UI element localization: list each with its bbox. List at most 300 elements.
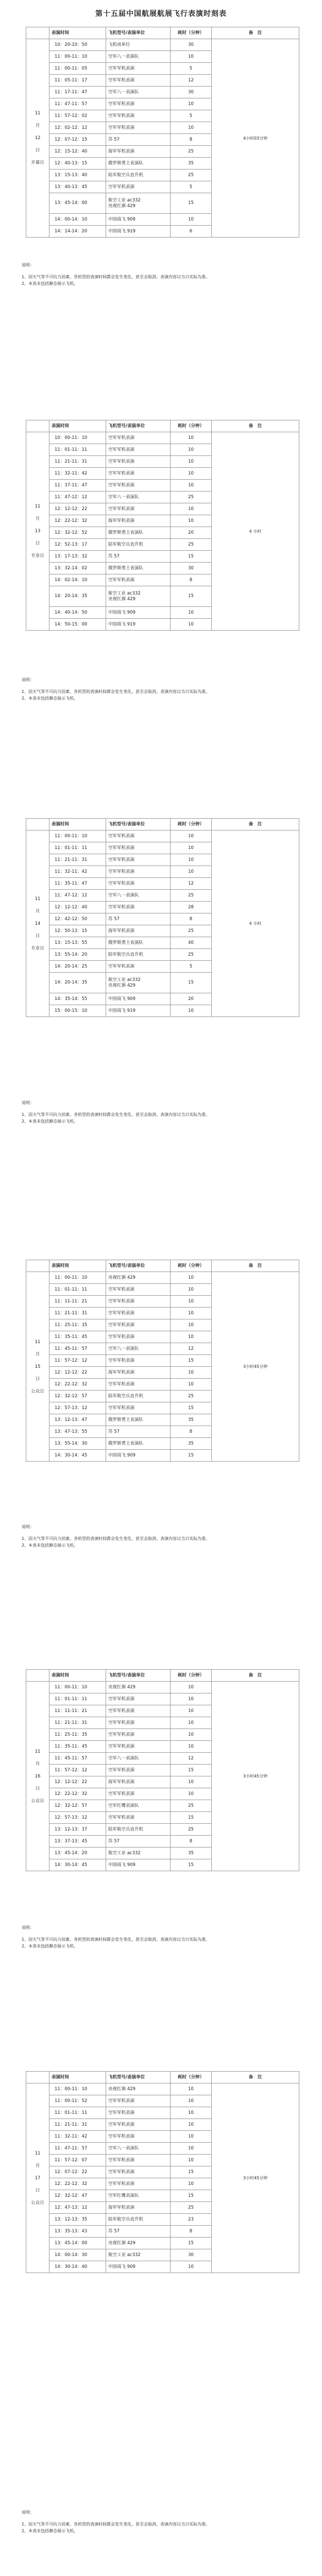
notes-line2: 2、本表未包括静态展示飞机。 — [22, 2529, 78, 2533]
unit-cell: 俄罗斯勇士表演队 — [106, 158, 171, 170]
notes-line2: 2、本表未包括静态展示飞机。 — [22, 1119, 78, 1124]
time-cell: 11：45-11：57 — [49, 1343, 106, 1355]
time-cell: 13：47-13：55 — [49, 1426, 106, 1438]
time-cell: 11：37-11：47 — [49, 480, 106, 492]
duration-cell: 25 — [171, 539, 212, 551]
notes-heading: 说明： — [22, 1100, 34, 1105]
duration-cell: 25 — [171, 170, 212, 181]
time-cell: 11：47-11：57 — [49, 2143, 106, 2155]
unit-cell: 央视红旗 429 — [106, 1682, 171, 1693]
unit-cell: 苏 57 — [106, 551, 171, 563]
notes-heading: 说明： — [22, 1925, 34, 1930]
table-row — [26, 432, 299, 444]
unit-cell: 中国商飞 909 — [106, 214, 171, 226]
schedule-table-day-1 — [26, 27, 299, 238]
duration-cell: 15 — [171, 1812, 212, 1824]
duration-cell: 15 — [171, 193, 212, 214]
unit-cell: 苏 57 — [106, 1836, 171, 1848]
time-cell: 13：32-14：02 — [49, 563, 106, 574]
duration-header: 耗时（分钟） — [171, 420, 212, 432]
unit-cell: 空军军机表演 — [106, 181, 171, 193]
time-cell: 11：21-11：31 — [49, 1717, 106, 1729]
duration-cell: 15 — [171, 2166, 212, 2178]
unit-cell: 航空工业 ac332 — [106, 2249, 171, 2261]
notes-block — [22, 2509, 300, 2534]
date-cell: 11 月 12 日 开幕日 — [26, 39, 49, 238]
unit-cell: 空军军机表演 — [106, 1812, 171, 1824]
time-cell: 12：12-12：22 — [49, 503, 106, 515]
time-cell: 13：55-14：30 — [49, 1438, 106, 1450]
duration-cell: 10 — [171, 1272, 212, 1284]
time-cell: 12：52-13：17 — [49, 539, 106, 551]
unit-cell: 俄罗斯勇士表演队 — [106, 1414, 171, 1426]
table-row — [26, 1682, 299, 1693]
duration-cell: 10 — [171, 214, 212, 226]
time-cell: 12：47-13：12 — [49, 2202, 106, 2214]
remark-cell: 3小时45分钟 — [212, 1272, 299, 1462]
duration-header: 耗时（分钟） — [171, 1670, 212, 1682]
duration-cell: 10 — [171, 1693, 212, 1705]
time-cell: 11：47-12：12 — [49, 890, 106, 902]
time-header: 表演时间 — [49, 819, 106, 831]
unit-header: 飞机型号/表演单位 — [106, 420, 171, 432]
time-cell: 11：00-11：52 — [49, 2095, 106, 2107]
unit-cell: 空军军机表演 — [106, 1705, 171, 1717]
unit-cell: 海军军机表演 — [106, 925, 171, 937]
unit-cell: 空军军机表演 — [106, 1331, 171, 1343]
duration-cell: 10 — [171, 456, 212, 468]
duration-cell: 12 — [171, 1343, 212, 1355]
unit-cell: 陆军航空兵直升机 — [106, 1391, 171, 1402]
unit-cell: 空军军机表演 — [106, 574, 171, 586]
time-cell: 11：47-11：57 — [49, 98, 106, 110]
date-cell: 11 月 14 日 专业日 — [26, 831, 49, 1017]
time-cell: 11：11-11：21 — [49, 1705, 106, 1717]
duration-cell: 25 — [171, 949, 212, 961]
unit-cell: 空军八一表演队 — [106, 87, 171, 98]
unit-cell: 空军军机表演 — [106, 961, 171, 973]
unit-cell: 空军军机表演 — [106, 122, 171, 134]
time-cell: 14：20-14：35 — [49, 586, 106, 607]
duration-cell: 10 — [171, 2083, 212, 2095]
time-cell: 13：12-13：47 — [49, 1414, 106, 1426]
duration-cell: 10 — [171, 1776, 212, 1788]
schedule-table-day-5 — [26, 1669, 299, 1871]
time-cell: 14：20-14：25 — [49, 961, 106, 973]
time-header: 表演时间 — [49, 1670, 106, 1682]
duration-cell: 10 — [171, 2107, 212, 2119]
unit-cell: 空军军机表演 — [106, 2155, 171, 2166]
time-cell: 11：57-12：07 — [49, 2155, 106, 2166]
unit-cell: 俄罗斯勇士表演队 — [106, 527, 171, 539]
schedule-table-day-4 — [26, 1260, 299, 1462]
duration-cell: 20 — [171, 993, 212, 1005]
duration-cell: 10 — [171, 854, 212, 866]
duration-cell: 10 — [171, 432, 212, 444]
time-cell: 14：35-14：55 — [49, 993, 106, 1005]
unit-cell: 空军军机表演 — [106, 1308, 171, 1319]
time-cell: 11：21-11：31 — [49, 2119, 106, 2131]
time-cell: 13：12-13：35 — [49, 2214, 106, 2226]
duration-cell: 10 — [171, 515, 212, 527]
unit-cell: 陆军航空兵直升机 — [106, 1824, 171, 1836]
duration-cell: 10 — [171, 2155, 212, 2166]
unit-cell: 海军军机表演 — [106, 2202, 171, 2214]
time-cell: 11：17-11：47 — [49, 87, 106, 98]
duration-cell: 10 — [171, 122, 212, 134]
time-cell: 14：30-14：45 — [49, 1450, 106, 1462]
unit-cell: 海军军机表演 — [106, 146, 171, 158]
time-cell: 13：40-13：45 — [49, 181, 106, 193]
remark-cell: 4 小时 — [212, 432, 299, 631]
duration-cell: 12 — [171, 75, 212, 87]
time-cell: 11：00-11：10 — [49, 1682, 106, 1693]
time-cell: 11：00-11：10 — [49, 1272, 106, 1284]
unit-cell: 空军军机表演 — [106, 1284, 171, 1296]
time-cell: 12：12-12：40 — [49, 902, 106, 913]
duration-cell: 10 — [171, 503, 212, 515]
duration-cell: 15 — [171, 1859, 212, 1871]
remark-header: 备 注 — [212, 27, 299, 39]
remark-header: 备 注 — [212, 1670, 299, 1682]
unit-cell: 中国商飞 919 — [106, 226, 171, 238]
duration-cell: 10 — [171, 1705, 212, 1717]
time-cell: 12：57-13：12 — [49, 1812, 106, 1824]
time-cell: 11：25-11：35 — [49, 1319, 106, 1331]
duration-cell: 12 — [171, 878, 212, 890]
time-cell: 12：57-13：12 — [49, 1402, 106, 1414]
remark-header: 备 注 — [212, 819, 299, 831]
duration-cell: 10 — [171, 1741, 212, 1753]
duration-cell: 40 — [171, 937, 212, 949]
unit-cell: 空军军机表演 — [106, 878, 171, 890]
time-cell: 12：40-13：15 — [49, 158, 106, 170]
time-cell: 12：22-12：32 — [49, 1788, 106, 1800]
date-header-cell — [26, 1260, 49, 1272]
unit-cell: 空军军机表演 — [106, 444, 171, 456]
unit-cell: 空军军机表演 — [106, 110, 171, 122]
unit-cell: 空军军机表演 — [106, 2107, 171, 2119]
unit-cell: 空军军机表演 — [106, 98, 171, 110]
unit-cell: 央视红旗 429 — [106, 2083, 171, 2095]
unit-cell: 空军军机表演 — [106, 2131, 171, 2143]
time-cell: 10：00-11：10 — [49, 432, 106, 444]
unit-cell: 陆军航空兵直升机 — [106, 539, 171, 551]
unit-cell: 空军军机表演 — [106, 63, 171, 75]
notes-heading: 说明： — [22, 2510, 34, 2515]
duration-cell: 10 — [171, 1319, 212, 1331]
duration-cell: 10 — [171, 2143, 212, 2155]
duration-cell: 10 — [171, 1379, 212, 1391]
time-cell: 13：45-14：20 — [49, 1848, 106, 1859]
unit-cell: 中国商飞 919 — [106, 619, 171, 631]
duration-cell: 10 — [171, 1284, 212, 1296]
table-header-row — [26, 27, 299, 39]
table-header-row — [26, 819, 299, 831]
time-cell: 12：32-12：57 — [49, 1800, 106, 1812]
time-cell: 13：15-13：40 — [49, 170, 106, 181]
duration-header: 耗时（分钟） — [171, 27, 212, 39]
duration-cell: 25 — [171, 1391, 212, 1402]
duration-cell: 10 — [171, 1005, 212, 1017]
notes-heading: 说明： — [22, 677, 34, 682]
unit-cell: 空军军机表演 — [106, 1402, 171, 1414]
table-row — [26, 1272, 299, 1284]
notes-line1: 1、因天气等不可抗力因素、各机型的表演时间都会发生变化，甚至会取消，表演内容以当日实际为准。 — [22, 2522, 210, 2527]
unit-cell: 中国商飞 919 — [106, 1005, 171, 1017]
remark-cell: 3小时45分钟 — [212, 2083, 299, 2273]
unit-cell: 海军军机表演 — [106, 515, 171, 527]
duration-cell: 15 — [171, 551, 212, 563]
time-cell: 11：00-11：05 — [49, 63, 106, 75]
unit-cell: 苏 57 — [106, 2226, 171, 2238]
time-cell: 11：01-11：11 — [49, 2107, 106, 2119]
time-cell: 12：32-12：47 — [49, 2190, 106, 2202]
duration-cell: 10 — [171, 444, 212, 456]
unit-cell: 空军军机表演 — [106, 1379, 171, 1391]
unit-cell: 中国商飞 909 — [106, 607, 171, 619]
notes-line1: 1、因天气等不可抗力因素、各机型的表演时间都会发生变化，甚至会取消，表演内容以当日实际为准。 — [22, 1937, 210, 1942]
unit-header: 飞机型号/表演单位 — [106, 1260, 171, 1272]
duration-cell: 35 — [171, 1848, 212, 1859]
time-cell: 12：07-12：15 — [49, 134, 106, 146]
unit-cell: 空军军机表演 — [106, 842, 171, 854]
time-header: 表演时间 — [49, 27, 106, 39]
time-cell: 13：37-13：45 — [49, 1836, 106, 1848]
unit-cell: 空军军机表演 — [106, 854, 171, 866]
time-cell: 11：25-11：35 — [49, 1729, 106, 1741]
duration-cell: 10 — [171, 1729, 212, 1741]
unit-cell: 苏 57 — [106, 1426, 171, 1438]
unit-cell: 航空工业 ac332 央视红旗 429 — [106, 586, 171, 607]
duration-cell: 15 — [171, 2238, 212, 2249]
time-cell: 11：32-11：42 — [49, 866, 106, 878]
duration-cell: 25 — [171, 1824, 212, 1836]
time-cell: 12：02-12：12 — [49, 122, 106, 134]
schedule-table-day-3 — [26, 818, 299, 1017]
notes-line2: 2、本表未包括静态展示飞机。 — [22, 696, 78, 701]
time-cell: 11：00-11：10 — [49, 2083, 106, 2095]
time-cell: 12：12-12：22 — [49, 1367, 106, 1379]
duration-cell: 8 — [171, 1426, 212, 1438]
time-header: 表演时间 — [49, 420, 106, 432]
time-cell: 11：47-12：12 — [49, 492, 106, 503]
duration-cell: 8 — [171, 1836, 212, 1848]
duration-cell: 10 — [171, 2178, 212, 2190]
unit-cell: 空军红鹰表演队 — [106, 1800, 171, 1812]
unit-cell: 空军军机表演 — [106, 1765, 171, 1776]
duration-cell: 30 — [171, 87, 212, 98]
unit-cell: 航空工业 ac332 央视红旗 429 — [106, 973, 171, 993]
table-header-row — [26, 1670, 299, 1682]
unit-cell: 俄罗斯勇士表演队 — [106, 937, 171, 949]
notes-line1: 1、因天气等不可抗力因素、各机型的表演时间都会发生变化，甚至会取消，表演内容以当日实际为准。 — [22, 1536, 210, 1541]
duration-cell: 5 — [171, 961, 212, 973]
duration-cell: 10 — [171, 1367, 212, 1379]
duration-header: 耗时（分钟） — [171, 819, 212, 831]
duration-cell: 10 — [171, 1308, 212, 1319]
notes-block — [22, 1523, 300, 1549]
time-cell: 11：21-11：31 — [49, 1308, 106, 1319]
duration-cell: 15 — [171, 1355, 212, 1367]
unit-cell: 空军军机表演 — [106, 1355, 171, 1367]
date-cell: 11 月 17 日 公众日 — [26, 2083, 49, 2273]
time-cell: 12：22-12：32 — [49, 1379, 106, 1391]
time-cell: 11：57-12：12 — [49, 1355, 106, 1367]
duration-header: 耗时（分钟） — [171, 2072, 212, 2083]
notes-heading: 说明： — [22, 1524, 34, 1529]
unit-cell: 中国商飞 909 — [106, 993, 171, 1005]
date-header-cell — [26, 27, 49, 39]
table-row — [26, 831, 299, 842]
unit-cell: 陆军航空兵直升机 — [106, 949, 171, 961]
time-cell: 10：20-10：50 — [49, 39, 106, 51]
unit-cell: 空军军机表演 — [106, 503, 171, 515]
unit-cell: 空军军机表演 — [106, 2119, 171, 2131]
schedule-table-day-6 — [26, 2071, 299, 2273]
unit-cell: 空军军机表演 — [106, 1729, 171, 1741]
time-cell: 11：35-11：47 — [49, 878, 106, 890]
duration-cell: 25 — [171, 492, 212, 503]
unit-cell: 空军八一表演队 — [106, 2143, 171, 2155]
duration-cell: 10 — [171, 2261, 212, 2273]
duration-cell: 25 — [171, 1800, 212, 1812]
unit-cell: 苏 57 — [106, 913, 171, 925]
duration-cell: 8 — [171, 134, 212, 146]
time-cell: 11：21-11：31 — [49, 854, 106, 866]
duration-cell: 15 — [171, 1450, 212, 1462]
time-cell: 14：00-14：30 — [49, 2249, 106, 2261]
time-cell: 12：32-12：52 — [49, 527, 106, 539]
time-cell: 13：17-13：32 — [49, 551, 106, 563]
notes-block — [22, 676, 300, 702]
date-cell: 11 月 15 日 公众日 — [26, 1272, 49, 1462]
time-cell: 11：00-11：10 — [49, 51, 106, 63]
table-row — [26, 2083, 299, 2095]
time-cell: 11：45-11：57 — [49, 1753, 106, 1765]
duration-cell: 5 — [171, 181, 212, 193]
duration-cell: 10 — [171, 2119, 212, 2131]
time-header: 表演时间 — [49, 2072, 106, 2083]
unit-cell: 空军八一表演队 — [106, 51, 171, 63]
unit-cell: 央视红旗 429 — [106, 2238, 171, 2249]
unit-cell: 空军军机表演 — [106, 831, 171, 842]
duration-cell: 15 — [171, 2190, 212, 2202]
time-cell: 11：01-11：11 — [49, 842, 106, 854]
unit-cell: 空军八一表演队 — [106, 492, 171, 503]
unit-cell: 空军红鹰表演队 — [106, 2190, 171, 2202]
duration-cell: 5 — [171, 110, 212, 122]
duration-cell: 10 — [171, 1788, 212, 1800]
notes-line2: 2、本表未包括静态展示飞机。 — [22, 281, 78, 286]
time-cell: 11：01-11：11 — [49, 444, 106, 456]
remark-header: 备 注 — [212, 2072, 299, 2083]
duration-cell: 35 — [171, 158, 212, 170]
unit-cell: 空军军机表演 — [106, 468, 171, 480]
duration-cell: 10 — [171, 619, 212, 631]
unit-cell: 飞机或单位 — [106, 39, 171, 51]
duration-cell: 10 — [171, 1296, 212, 1308]
duration-cell: 15 — [171, 973, 212, 993]
duration-cell: 5 — [171, 63, 212, 75]
unit-cell: 空军军机表演 — [106, 2178, 171, 2190]
duration-cell: 10 — [171, 51, 212, 63]
duration-cell: 25 — [171, 890, 212, 902]
duration-cell: 35 — [171, 1438, 212, 1450]
time-cell: 14：30-14：40 — [49, 2261, 106, 2273]
unit-cell: 中国商飞 909 — [106, 1450, 171, 1462]
duration-cell: 25 — [171, 2202, 212, 2214]
unit-cell: 苏 57 — [106, 134, 171, 146]
remark-cell: 4小时03分钟 — [212, 39, 299, 238]
time-cell: 14：14-14：20 — [49, 226, 106, 238]
time-cell: 12：22-12：32 — [49, 2178, 106, 2190]
notes-block — [22, 1099, 300, 1125]
table-header-row — [26, 2072, 299, 2083]
unit-cell: 空军军机表演 — [106, 432, 171, 444]
unit-cell: 空军军机表演 — [106, 902, 171, 913]
unit-cell: 空军军机表演 — [106, 480, 171, 492]
time-cell: 14：30-14：45 — [49, 1859, 106, 1871]
table-header-row — [26, 1260, 299, 1272]
duration-cell: 10 — [171, 607, 212, 619]
unit-cell: 陆军航空兵直升机 — [106, 2214, 171, 2226]
unit-cell: 空军军机表演 — [106, 1788, 171, 1800]
unit-cell: 空军军机表演 — [106, 1693, 171, 1705]
time-cell: 14：50-15：00 — [49, 619, 106, 631]
duration-cell: 25 — [171, 146, 212, 158]
time-cell: 13：45-14：00 — [49, 193, 106, 214]
duration-cell: 10 — [171, 1331, 212, 1343]
time-cell: 14：20-14：35 — [49, 973, 106, 993]
time-cell: 13：35-13：43 — [49, 2226, 106, 2238]
time-cell: 12：50-13：15 — [49, 925, 106, 937]
time-cell: 11：35-11：45 — [49, 1331, 106, 1343]
date-header-cell — [26, 2072, 49, 2083]
duration-cell: 15 — [171, 1402, 212, 1414]
duration-cell: 30 — [171, 2249, 212, 2261]
unit-cell: 陆军航空兵直升机 — [106, 170, 171, 181]
notes-block — [22, 262, 300, 287]
time-cell: 12：32-12：57 — [49, 1391, 106, 1402]
unit-header: 飞机型号/表演单位 — [106, 819, 171, 831]
time-cell: 13：55-14：20 — [49, 949, 106, 961]
duration-cell: 10 — [171, 98, 212, 110]
unit-cell: 中国商飞 909 — [106, 2261, 171, 2273]
duration-cell: 8 — [171, 913, 212, 925]
duration-cell: 10 — [171, 1717, 212, 1729]
date-header-cell — [26, 420, 49, 432]
remark-header: 备 注 — [212, 1260, 299, 1272]
notes-heading: 说明： — [22, 263, 34, 267]
unit-cell: 空军八一表演队 — [106, 1343, 171, 1355]
time-cell: 11：57-12：12 — [49, 1765, 106, 1776]
time-cell: 14：40-14：50 — [49, 607, 106, 619]
time-header: 表演时间 — [49, 1260, 106, 1272]
date-header-cell — [26, 819, 49, 831]
unit-cell: 中国商飞 909 — [106, 1859, 171, 1871]
duration-cell: 10 — [171, 2095, 212, 2107]
unit-cell: 空军军机表演 — [106, 866, 171, 878]
unit-cell: 空军军机表演 — [106, 1319, 171, 1331]
duration-cell: 6 — [171, 226, 212, 238]
duration-header: 耗时（分钟） — [171, 1260, 212, 1272]
duration-cell: 10 — [171, 480, 212, 492]
time-cell: 11：05-11：17 — [49, 75, 106, 87]
time-cell: 11：32-11：42 — [49, 2131, 106, 2143]
notes-line1: 1、因天气等不可抗力因素、各机型的表演时间都会发生变化，甚至会取消，表演内容以当日实际为准。 — [22, 689, 210, 694]
unit-cell: 空军军机表演 — [106, 2095, 171, 2107]
